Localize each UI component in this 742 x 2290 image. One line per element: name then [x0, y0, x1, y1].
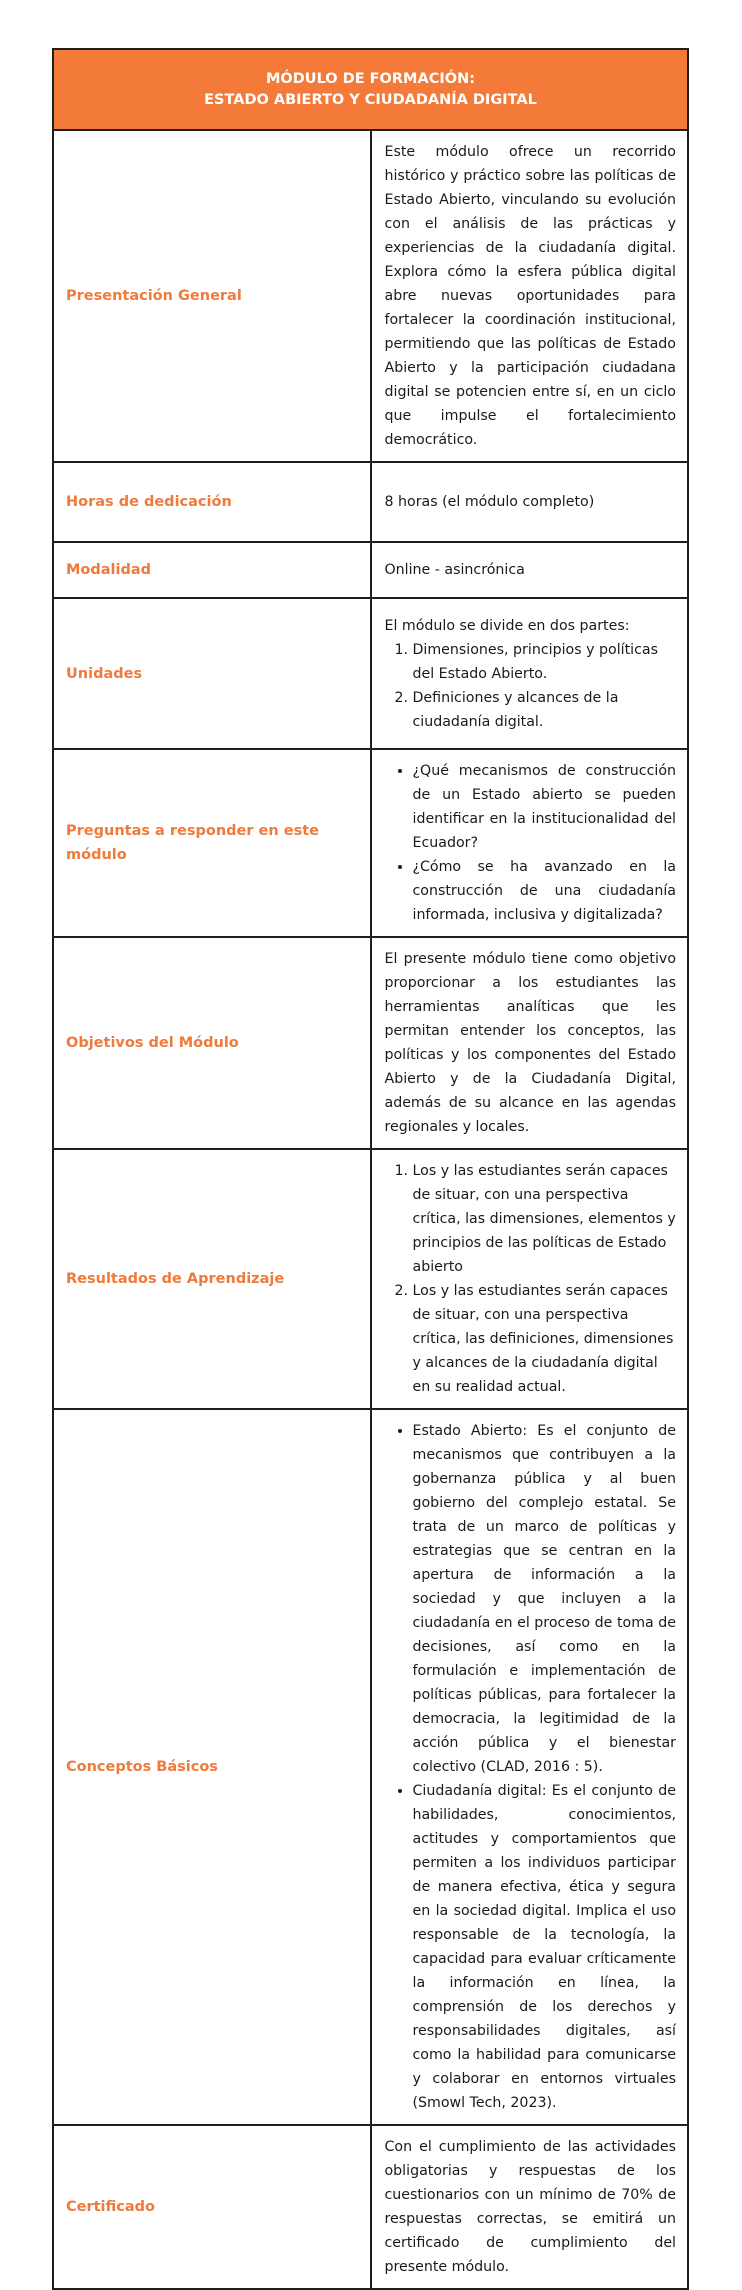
list-item: 2. Los y las estudiantes serán capaces de situar, con una perspectiva crítica, las definiciones, dimensiones y alcances de la ciudadanía digital en su realidad actual.: [413, 1279, 677, 1399]
row-value: [371, 130, 689, 462]
row-label: Horas de dedicación: [53, 462, 371, 542]
hours-text: 8 horas (el módulo completo): [384, 494, 595, 510]
row-label: Preguntas a responder en este módulo: [53, 749, 371, 937]
header-title-line1: MÓDULO DE FORMACIÓN:: [266, 70, 475, 87]
row-label: Objetivos del Módulo: [53, 937, 371, 1149]
table-header: [53, 49, 688, 130]
questions-list: [385, 759, 677, 927]
table-row: [53, 542, 688, 598]
row-value: [371, 542, 689, 598]
learning-outcomes-list: [385, 1159, 677, 1399]
row-value: [371, 1409, 689, 2125]
list-item: • Estado Abierto: Es el conjunto de mecanismos que contribuyen a la gobernanza pública y al buen gobierno del complejo estatal. Se trata de un marco de políticas y estrategias que se centran en la apertura de información a la sociedad y que incluyen a la ciudadanía en el proceso de toma de decisiones, así como en la formulación e implementación de políticas públicas, para fortalecer la democracia, la legitimidad de la acción pública y el bienestar colectivo (CLAD, 2016 : 5).: [413, 1419, 677, 1779]
row-label: Conceptos Básicos: [53, 1409, 371, 2125]
module-sheet: [52, 48, 689, 2290]
module-table: [52, 48, 689, 2290]
row-value: [371, 937, 689, 1149]
row-value: [371, 2125, 689, 2289]
modality-text: Online - asincrónica: [384, 562, 525, 578]
row-value: [371, 749, 689, 937]
list-item: • ¿Qué mecanismos de construcción de un Estado abierto se pueden identificar en la institucionalidad del Ecuador?: [413, 759, 677, 855]
table-row: [53, 937, 688, 1149]
table-row: [53, 130, 688, 462]
row-value: [371, 1149, 689, 1409]
units-intro: El módulo se divide en dos partes:: [384, 617, 630, 634]
row-label: Resultados de Aprendizaje: [53, 1149, 371, 1409]
list-item: • Ciudadanía digital: Es el conjunto de habilidades, conocimientos, actitudes y comportamientos que permiten a los individuos participar de manera efectiva, ética y segura en la sociedad digital. Implica el uso responsable de la tecnología, la capacidad para evaluar críticamente la información en línea, la comprensión de los derechos y responsabilidades digitales, así como la habilidad para comunicarse y colaborar en entornos virtuales (Smowl Tech, 2023).: [413, 1779, 677, 2115]
table-header-row: [53, 49, 688, 130]
presentation-text: Este módulo ofrece un recorrido histórico y práctico sobre las políticas de Estado Abierto, vinculando su evolución con el análisis de las prácticas y experiencias de la ciudadanía digital. Explora cómo la esfera pública digital abre nuevas oportunidades para fortalecer la coordinación institucional, permitiendo que las políticas de Estado Abierto y la participación ciudadana digital se potencien entre sí, en un ciclo que impulse el fortalecimiento democrático.: [384, 144, 676, 448]
table-row: [53, 598, 688, 749]
units-list: [385, 638, 677, 734]
table-row: [53, 1409, 688, 2125]
table-row: [53, 462, 688, 542]
row-label: Certificado: [53, 2125, 371, 2289]
row-value: [371, 598, 689, 749]
concepts-list: [385, 1419, 677, 2115]
objectives-text: El presente módulo tiene como objetivo proporcionar a los estudiantes las herramientas analíticas que les permitan entender los conceptos, las políticas y los componentes del Estado Abierto y de la Ciudadanía Digital, además de su alcance en las agendas regionales y locales.: [384, 951, 676, 1135]
header-title-line2: ESTADO ABIERTO Y CIUDADANÍA DIGITAL: [204, 91, 537, 108]
list-item: 1. Dimensiones, principios y políticas del Estado Abierto.: [413, 638, 677, 686]
table-row: [53, 1149, 688, 1409]
list-item: 1. Los y las estudiantes serán capaces de situar, con una perspectiva crítica, las dimensiones, elementos y principios de las políticas de Estado abierto: [413, 1159, 677, 1279]
row-label: Unidades: [53, 598, 371, 749]
row-label: Presentación General: [53, 130, 371, 462]
table-row: [53, 2125, 688, 2289]
row-label: Modalidad: [53, 542, 371, 598]
list-item: 2. Definiciones y alcances de la ciudadanía digital.: [413, 686, 677, 734]
list-item: • ¿Cómo se ha avanzado en la construcción de una ciudadanía informada, inclusiva y digitalizada?: [413, 855, 677, 927]
certificate-text: Con el cumplimiento de las actividades obligatorias y respuestas de los cuestionarios con un mínimo de 70% de respuestas correctas, se emitirá un certificado de cumplimiento del presente módulo.: [384, 2139, 676, 2275]
row-value: [371, 462, 689, 542]
table-row: [53, 749, 688, 937]
